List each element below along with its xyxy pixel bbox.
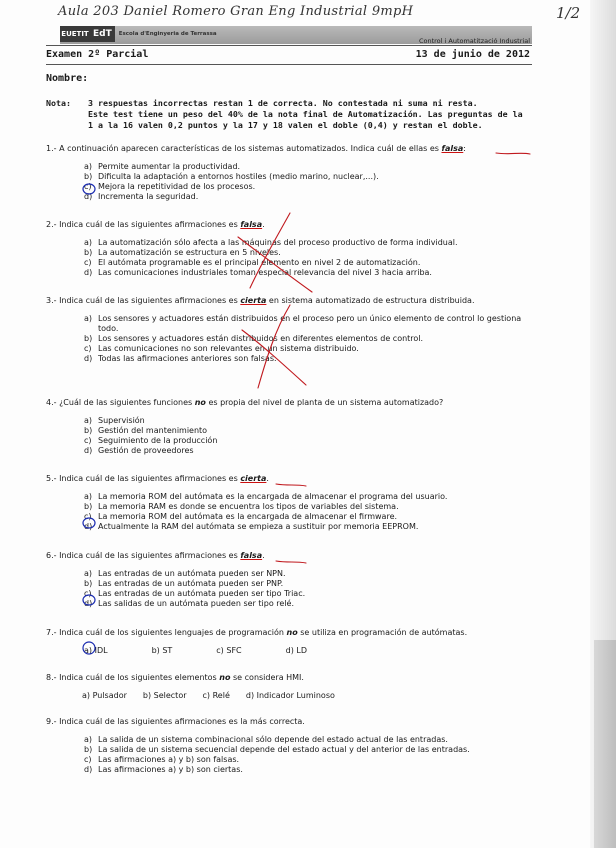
option-b[interactable]: b) Dificulta la adaptación a entornos hostiles (medio marino, nuclear,...). [84,171,379,181]
option-a[interactable]: a) La automatización sólo afecta a las máquinas del proceso productivo de forma individual. [84,237,458,247]
question-stem: 8.- Indica cuál de los siguientes elementos no se considera HMI. [46,673,304,682]
question-stem: 5.- Indica cuál de las siguientes afirmaciones es cierta. [46,474,269,483]
option-c[interactable]: c) La memoria ROM del autómata es la encargada de almacenar el firmware. [84,511,398,521]
course-name: Control i Automatització Industrial [418,37,530,45]
option-b[interactable]: b) Selector [142,690,187,700]
question-6 [46,551,536,609]
note-line-2: Este test tiene un peso del 40% de la nota final de Automatización. Las preguntas de la [88,109,523,119]
question-2 [46,220,536,278]
option-d[interactable]: d) Incrementa la seguridad. [84,191,199,201]
note-label: Nota: [46,98,71,108]
option-a[interactable]: a) Permite aumentar la productividad. [84,161,241,171]
option-a[interactable]: a) Pulsador [82,690,127,700]
name-label: Nombre: [46,73,89,84]
option-c[interactable]: c) Las entradas de un autómata pueden ser tipo Triac. [84,588,306,598]
question-stem: 4.- ¿Cuál de las siguientes funciones no es propia del nivel de planta de un sistema automatizado? [46,398,444,407]
option-a[interactable]: a) Los sensores y actuadores están distribuidos en el proceso pero un único elemento de control lo gestiona todo. [84,313,522,333]
school-name: Escola d'Enginyeria de Terrassa [118,31,217,37]
option-a[interactable]: a) La salida de un sistema combinacional sólo depende del estado actual de las entradas. [84,734,448,744]
note-line-1: 3 respuestas incorrectas restan 1 de correcta. No contestada ni suma ni resta. [88,98,478,108]
option-d[interactable]: d) Las afirmaciones a) y b) son ciertas. [84,764,243,774]
option-b[interactable]: b) La memoria RAM es donde se encuentra los tipos de variables del sistema. [84,501,399,511]
exam-date: 13 de junio de 2012 [415,49,530,60]
option-d[interactable]: d) Las comunicaciones industriales toman especial relevancia del nivel 3 hacia arriba. [84,267,432,277]
option-d[interactable]: d) Actualmente la RAM del autómata se empieza a sustituir por memoria EEPROM. [84,521,419,531]
scan-edge-shadow [590,0,616,848]
question-8 [46,673,536,701]
school-logo [60,25,240,43]
option-d[interactable]: d) Las salidas de un autómata pueden ser tipo relé. [84,598,294,608]
option-d[interactable]: d) Indicador Luminoso [245,690,335,700]
header-rule [46,45,532,46]
question-3 [46,296,536,364]
question-7 [46,628,536,656]
option-b[interactable]: b) La automatización se estructura en 5 niveles. [84,247,281,257]
option-b[interactable]: b) La salida de un sistema secuencial depende del estado actual y del anterior de las entradas. [84,744,470,754]
option-c[interactable]: c) Relé [202,690,230,700]
option-c[interactable]: c) Mejora la repetitividad de los procesos. [84,181,256,191]
option-a[interactable]: a) Las entradas de un autómata pueden ser NPN. [84,568,286,578]
exam-note [46,98,536,131]
handwritten-header: Aula 203 Daniel Romero Gran Eng Industrial 9mpH [58,4,414,19]
school-logo-icon: EUETIT [60,26,90,42]
option-c[interactable]: c) Seguimiento de la producción [84,435,218,445]
option-a[interactable]: a) Supervisión [84,415,145,425]
question-5 [46,474,536,532]
question-stem: 6.- Indica cuál de las siguientes afirmaciones es falsa. [46,551,265,560]
option-d[interactable]: d) LD [285,645,307,655]
option-a[interactable]: a) IDL [84,645,108,655]
question-4 [46,398,536,456]
question-stem: 7.- Indica cuál de los siguientes lenguajes de programación no se utiliza en programación de autómatas. [46,628,468,637]
exam-title: Examen 2º Parcial [46,49,149,60]
question-stem: 1.- A continuación aparecen características de los sistemas automatizados. Indica cuál de ellas es falsa: [46,144,466,153]
option-d[interactable]: d) Gestión de proveedores [84,445,194,455]
option-c[interactable]: c) Las comunicaciones no son relevantes en un sistema distribuido. [84,343,359,353]
question-9 [46,717,536,775]
question-1 [46,144,536,202]
title-rule [46,64,532,65]
option-b[interactable]: b) Gestión del mantenimiento [84,425,208,435]
question-stem: 3.- Indica cuál de las siguientes afirmaciones es cierta en sistema automatizado de estructura distribuida. [46,296,475,305]
option-b[interactable]: b) ST [151,645,173,655]
school-logo-abbr: EdT [90,26,115,42]
handwritten-page-number: 1/2 [556,4,581,22]
option-d[interactable]: d) Todas las afirmaciones anteriores son falsas. [84,353,277,363]
option-row [84,646,536,657]
option-c[interactable]: c) Las afirmaciones a) y b) son falsas. [84,754,240,764]
option-c[interactable]: c) El autómata programable es el principal elemento en nivel 2 de automatización. [84,257,421,267]
note-line-3: 1 a la 16 valen 0,2 puntos y la 17 y 18 valen el doble (0,4) y restan el doble. [88,120,483,130]
option-b[interactable]: b) Las entradas de un autómata pueden ser PNP. [84,578,284,588]
option-c[interactable]: c) SFC [216,645,242,655]
option-row [82,691,536,702]
question-stem: 2.- Indica cuál de las siguientes afirmaciones es falsa. [46,220,265,229]
question-stem: 9.- Indica cuál de las siguientes afirmaciones es la más correcta. [46,717,305,726]
option-b[interactable]: b) Los sensores y actuadores están distribuidos en diferentes elementos de control. [84,333,424,343]
option-a[interactable]: a) La memoria ROM del autómata es la encargada de almacenar el programa del usuario. [84,491,448,501]
